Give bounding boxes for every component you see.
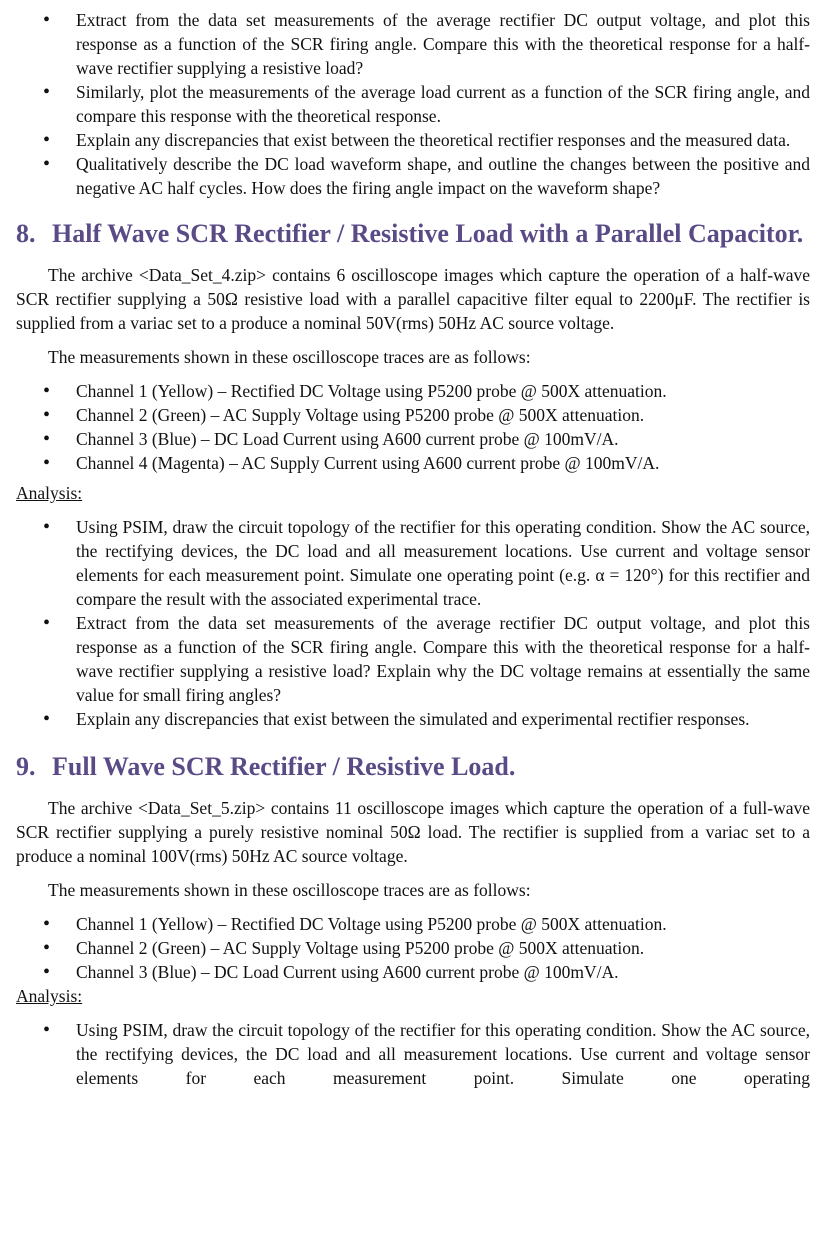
section-9-analysis-list (16, 1018, 810, 1090)
section-8-analysis-label: Analysis: (16, 483, 83, 503)
list-item: • Channel 1 (Yellow) – Rectified DC Voltage using P5200 probe @ 500X attenuation. (16, 912, 810, 936)
section-8-analysis-list (16, 515, 810, 731)
section-9-intro: The archive <Data_Set_5.zip> contains 11 oscilloscope images which capture the operation of a full-wave SCR rectifier supplying a purely resistive nominal 50Ω load. The rectifier is supplied from a variac set to a produce a nominal 100V(rms) 50Hz AC source voltage. (16, 798, 810, 866)
list-item: • Explain any discrepancies that exist between the theoretical rectifier responses and the measured data. (16, 128, 810, 152)
section-8-title: Half Wave SCR Rectifier / Resistive Load with a Parallel Capacitor. (52, 219, 804, 248)
section-8-channel-list (16, 379, 810, 475)
list-item: • Channel 2 (Green) – AC Supply Voltage using P5200 probe @ 500X attenuation. (16, 403, 810, 427)
list-item: • Explain any discrepancies that exist between the simulated and experimental rectifier responses. (16, 707, 810, 731)
list-item: • Extract from the data set measurements of the average rectifier DC output voltage, and plot this response as a function of the SCR firing angle. Compare this with the theoretical response for a half-wave rectifier supplying a resistive load? (16, 8, 810, 80)
section-9-title: Full Wave SCR Rectifier / Resistive Load. (52, 752, 516, 781)
list-item: • Channel 3 (Blue) – DC Load Current using A600 current probe @ 100mV/A. (16, 427, 810, 451)
section-8-intro: The archive <Data_Set_4.zip> contains 6 oscilloscope images which capture the operation of a half-wave SCR rectifier supplying a 50Ω resistive load with a parallel capacitive filter equal to 2200μF. The rectifier is supplied from a variac set to a produce a nominal 50V(rms) 50Hz AC source voltage. (16, 265, 810, 333)
section-8-heading (16, 218, 810, 249)
list-item: • Channel 4 (Magenta) – AC Supply Current using A600 current probe @ 100mV/A. (16, 451, 810, 475)
section-9-channel-list (16, 912, 810, 984)
section-8-number: 8. (16, 219, 36, 248)
top-bullet-list (16, 8, 810, 200)
list-item: • Channel 1 (Yellow) – Rectified DC Voltage using P5200 probe @ 500X attenuation. (16, 379, 810, 403)
section-8-measurements-intro: The measurements shown in these oscilloscope traces are as follows: (48, 347, 531, 367)
list-item: • Channel 2 (Green) – AC Supply Voltage using P5200 probe @ 500X attenuation. (16, 936, 810, 960)
list-item: • Using PSIM, draw the circuit topology of the rectifier for this operating condition. Show the AC source, the rectifying devices, the DC load and all measurement locations. Use current and voltage sensor elements for each measurement point. Simulate one operating (16, 1018, 810, 1090)
section-9-analysis-label: Analysis: (16, 986, 83, 1006)
list-item: • Using PSIM, draw the circuit topology of the rectifier for this operating condition. Show the AC source, the rectifying devices, the DC load and all measurement locations. Use current and voltage sensor elements for each measurement point. Simulate one operating point (e.g. α = 120°) for this rectifier and compare the result with the associated experimental trace. (16, 515, 810, 611)
section-9-measurements-intro: The measurements shown in these oscilloscope traces are as follows: (48, 880, 531, 900)
section-9-heading (16, 751, 810, 782)
list-item: • Similarly, plot the measurements of the average load current as a function of the SCR firing angle, and compare this response with the theoretical response. (16, 80, 810, 128)
list-item: • Channel 3 (Blue) – DC Load Current using A600 current probe @ 100mV/A. (16, 960, 810, 984)
list-item: • Qualitatively describe the DC load waveform shape, and outline the changes between the positive and negative AC half cycles. How does the firing angle impact on the waveform shape? (16, 152, 810, 200)
section-9-number: 9. (16, 752, 36, 781)
list-item: • Extract from the data set measurements of the average rectifier DC output voltage, and plot this response as a function of the SCR firing angle. Compare this with the theoretical response for a half-wave rectifier supplying a resistive load? Explain why the DC voltage remains at essentially the same value for small firing angles? (16, 611, 810, 707)
